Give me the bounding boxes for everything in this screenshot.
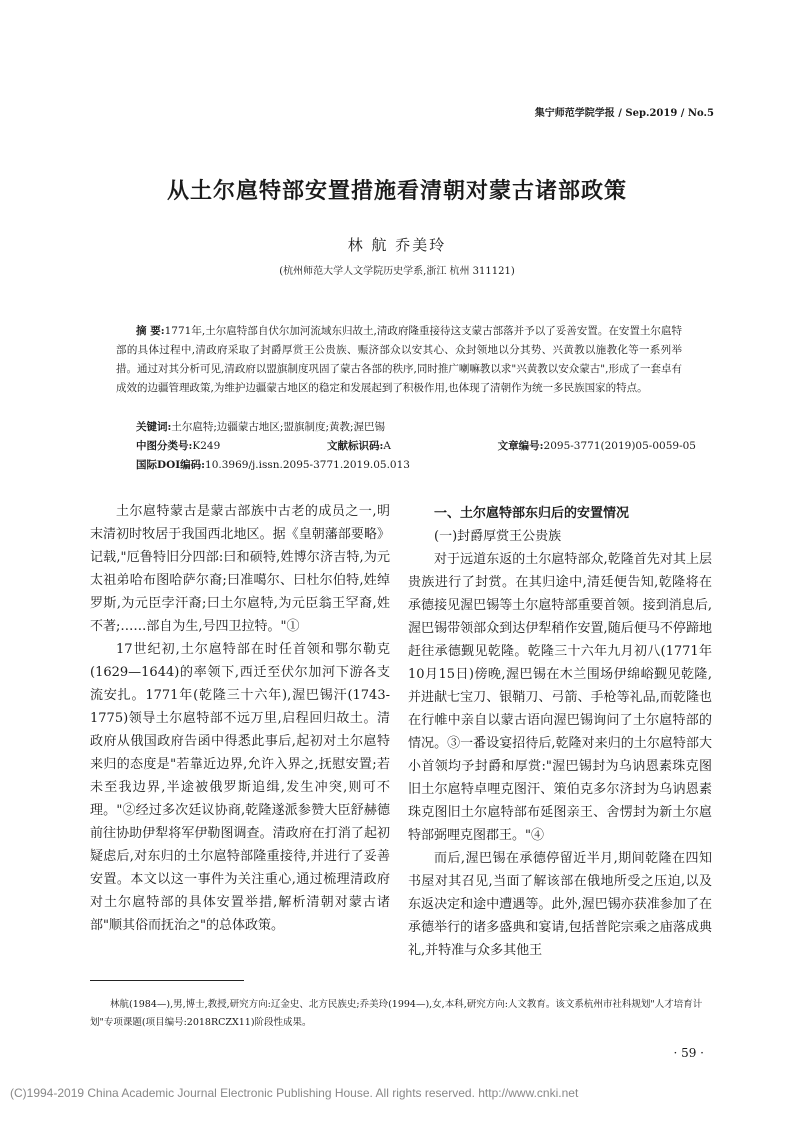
keywords [136, 418, 682, 437]
footnote-divider [90, 980, 244, 981]
abstract-label: 摘 要: [136, 325, 165, 337]
doi-line [136, 456, 410, 475]
classification-line [136, 437, 696, 456]
articleno-value: 2095-3771(2019)05-0059-05 [543, 440, 696, 452]
body-paragraph: 土尔扈特蒙古是蒙古部族中古老的成员之一,明末清初时牧居于我国西北地区。据《皇朝藩部要略》记载,"厄鲁特旧分四部:曰和硕特,姓博尔济吉特,为元太祖弟哈布图哈萨尔裔;曰准噶尔、曰杜尔伯特,姓绰罗斯,为元臣孛汗裔;曰土尔扈特,为元臣翁王罕裔,姓不著;……部自为生,号四卫拉特。"① [90, 504, 390, 634]
right-column [408, 502, 712, 962]
article-number [498, 437, 696, 456]
journal-header: 集宁师范学院学报 / Sep.2019 / No.5 [534, 108, 714, 119]
keywords-label: 关键词: [136, 421, 172, 433]
body-paragraph: 17世纪初,土尔扈特部在时任首领和鄂尔勒克(1629—1644)的率领下,西迁至伏尔加河下游各支流安扎。1771年(乾隆三十六年),渥巴锡汗(1743-1775)领导土尔扈特部不远万里,启程回归故土。清政府从俄国政府告函中得悉此事后,起初对土尔扈特来归的态度是"若靠近边界,允许入界之,抚慰安置;若未至我边界,半途被俄罗斯追缉,发生冲突,则可不理。"②经过多次廷议协商,乾隆遂派参赞大臣舒赫德前往协助伊犁将军伊勒图调查。清政府在打消了起初疑虑后,对东归的土尔扈特部隆重接待,并进行了妥善安置。本文以这一事件为关注重心,通过梳理清政府对土尔扈特部的具体安置举措,解析清朝对蒙古诸部"顺其俗而抚治之"的总体政策。 [90, 642, 390, 933]
author-footnote: 林航(1984—),男,博士,教授,研究方向:辽金史、北方民族史;乔美玲(1994—),女,本科,研究方向:人文教育。该文系杭州市社科规划"人才培育计划"专项课题(项目编号:2018RCZX11)阶段性成果。 [90, 999, 703, 1028]
body-paragraph: 而后,渥巴锡在承德停留近半月,期间乾隆在四知书屋对其召见,当面了解该部在俄地所受之压迫,以及东返决定和途中遭遇等。此外,渥巴锡亦获准参加了在承德举行的诸多盛典和宴请,包括普陀宗乘之庙落成典礼,并特准与众多其他王 [408, 851, 712, 958]
clc-code [136, 437, 220, 456]
copyright-notice: (C)1994-2019 China Academic Journal Electronic Publishing House. All rights reserved. http://www.cnki.net [10, 1086, 579, 1100]
section-heading: 一、土尔扈特部东归后的安置情况 [434, 506, 630, 521]
doi-label: 国际DOI编码: [136, 459, 206, 471]
doi-value[interactable]: 10.3969/j.issn.2095-3771.2019.05.013 [205, 459, 410, 471]
left-column [90, 500, 390, 937]
clc-label: 中图分类号: [136, 440, 193, 452]
articleno-label: 文章编号: [497, 440, 544, 452]
body-paragraph: 对于远道东返的土尔扈特部众,乾隆首先对其上层贵族进行了封赏。在其归途中,清廷便告知,乾隆将在承德接见渥巴锡等土尔扈特部重要首领。接到消息后,渥巴锡带领部众到达伊犁稍作安置,随后便马不停蹄地赶往承德觐见乾隆。乾隆三十六年九月初八(1771年10月15日)傍晚,渥巴锡在木兰围场伊绵峪觐见乾隆,并进献七宝刀、银鞘刀、弓箭、手枪等礼品,而乾隆也在行帷中亲自以蒙古语向渥巴锡询问了土尔扈特部的情况。③一番设宴招待后,乾隆对来归的土尔扈特部大小首领均予封爵和厚赏:"渥巴锡封为乌讷恩素珠克图旧土尔扈特卓哩克图汗、策伯克多尔济封为乌讷恩素珠克图旧土尔扈特部布延图亲王、舍愣封为新土尔扈特部弼哩克图郡王。"④ [408, 552, 712, 843]
keywords-text: 土尔扈特;边疆蒙古地区;盟旗制度;黄教;渥巴锡 [171, 421, 386, 433]
abstract-text: 1771年,土尔扈特部自伏尔加河流域东归故土,清政府隆重接待这支蒙古部落并予以了妥善安置。在安置土尔扈特部的具体过程中,清政府采取了封爵厚赏王公贵族、赈济部众以安其心、众封领地以分其势、兴黄教以施教化等一系列举措。通过对其分析可见,清政府以盟旗制度巩固了蒙古各部的秩序,同时推广喇嘛教以求"兴黄教以安众蒙古",形成了一套卓有成效的边疆管理政策,为维护边疆蒙古地区的稳定和发展起到了积极作用,也体现了清朝作为统一多民族国家的特点。 [116, 325, 682, 394]
page-number: · 59 · [673, 1046, 704, 1060]
doccode-value: A [383, 440, 391, 452]
author-affiliation: (杭州师范大学人文学院历史学系,浙江 杭州 311121) [279, 266, 515, 277]
article-title: 从土尔扈特部安置措施看清朝对蒙古诸部政策 [166, 178, 627, 204]
clc-value: K249 [192, 440, 221, 452]
subsection-heading: (一)封爵厚赏王公贵族 [434, 529, 562, 544]
doccode-label: 文献标识码: [326, 440, 384, 452]
article-authors: 林 航 乔美玲 [347, 236, 447, 254]
abstract [116, 322, 682, 398]
document-code [327, 437, 391, 456]
